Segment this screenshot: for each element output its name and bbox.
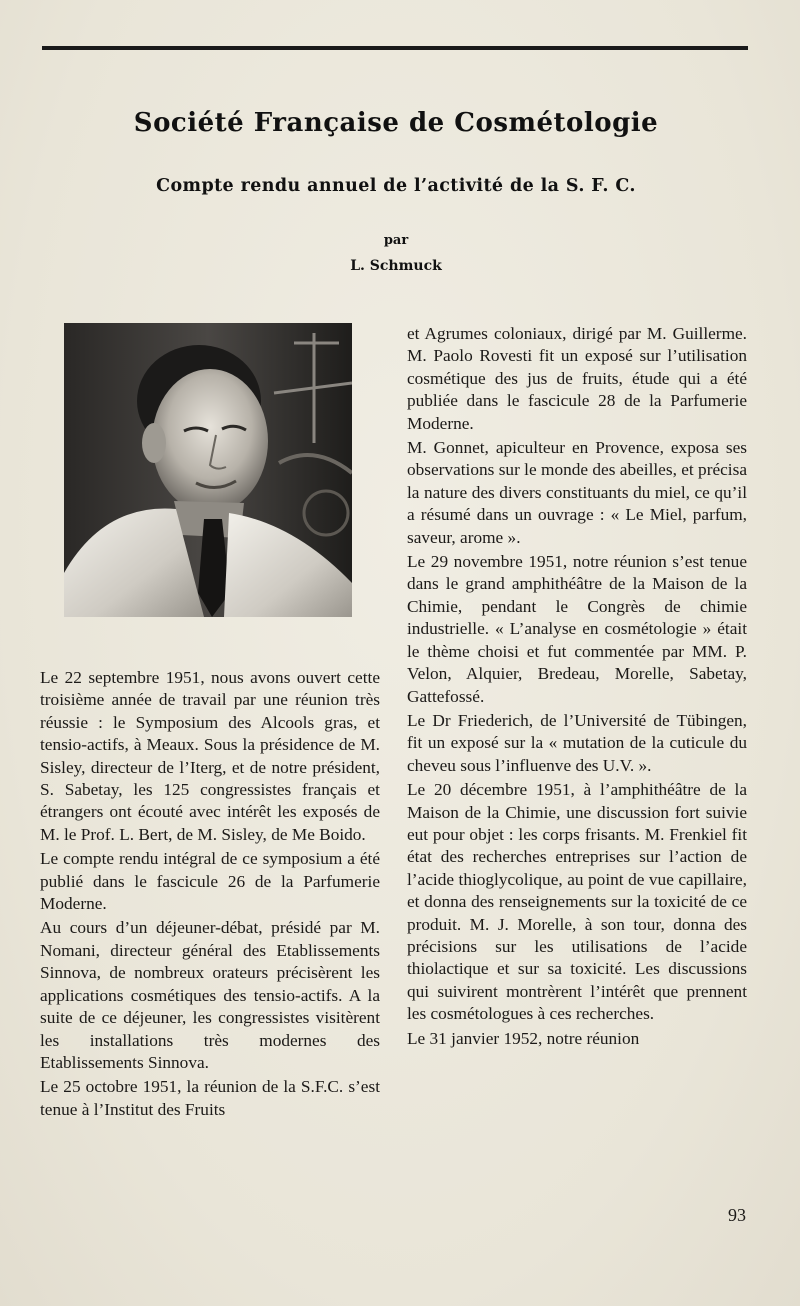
paragraph: Le 31 janvier 1952, notre réunion [407,1028,640,1048]
paragraph: Le 25 octobre 1951, la réunion de la S.F.C. s’est tenue à l’Institut des Fruits [40,1077,380,1119]
paragraph: Le Dr Friederich, de l’Université de Tübingen, fit un exposé sur la « mutation de la cuticule du cheveu sous l’influenve des U.V. ». [407,710,747,775]
article-right-column [407,323,747,1050]
byline-par: par [383,233,409,248]
top-rule [42,46,748,50]
paragraph: Le 22 septembre 1951, nous avons ouvert cette troisième année de travail par une réunion très réussie : le Symposium des Alcools gras, et tensio-actifs, à Meaux. Sous la présidence de M. Sisley, directeur de l’Iterg, et de notre président, S. Sabetay, les 125 congressistes français et étrangers ont écouté avec intérêt les exposés de M. le Prof. L. Bert, de M. Sisley, de Me Boido. [40,668,380,844]
portrait-illustration [64,323,352,617]
paragraph: Le compte rendu intégral de ce symposium a été publié dans le fascicule 26 de la Parfumerie Moderne. [40,849,380,914]
paragraph: Le 20 décembre 1951, à l’amphithéâtre de la Maison de la Chimie, une discussion fort suivie eut pour objet : les corps frisants. M. Frenkiel fit état des recherches entreprises sur l’action de l’acide thioglycolique, au point de vue capillaire, et donna des renseignements sur la toxicité de ce produit. M. J. Morelle, à son tour, donna des précisions sur les utilisations de l’acide thiolactique et sur sa toxicité. Les discussions qui suivirent montrèrent l’intérêt que prennent les cosmétologues à ces recherches. [407,780,747,1024]
page-title: Société Française de Cosmétologie [133,108,659,138]
paragraph: et Agrumes coloniaux, dirigé par M. Guillerme. M. Paolo Rovesti fit un exposé sur l’utilisation cosmétique des jus de fruits, étude qui a été publiée dans le fascicule 28 de la Parfumerie Moderne. [407,324,747,433]
page-subtitle: Compte rendu annuel de l’activité de la S. F. C. [156,176,636,196]
author-portrait-photo [64,323,352,617]
article-left-column [40,667,380,1121]
byline-author: L. Schmuck [350,258,442,274]
paragraph: Au cours d’un déjeuner-débat, présidé par M. Nomani, directeur général des Etablissements Sinnova, de nombreux orateurs précisèrent les applications cosmétiques des tensio-actifs. A la suite de ce déjeuner, les congressistes visitèrent les installations très modernes des Etablissements Sinnova. [40,918,380,1072]
paragraph: M. Gonnet, apiculteur en Provence, exposa ses observations sur le monde des abeilles, et précisa la nature des divers constituants du miel, ce qu’il a résumé dans un ouvrage : « Le Miel, parfum, saveur, arome ». [407,438,747,547]
page-number: 93 [728,1205,746,1225]
paragraph: Le 29 novembre 1951, notre réunion s’est tenue dans le grand amphithéâtre de la Maison de la Chimie, pendant le Congrès de chimie industrielle. « L’analyse en cosmétologie » était le thème choisi et fut commentée par MM. P. Velon, Alquier, Bredeau, Morelle, Sabetay, Gattefossé. [407,552,747,706]
